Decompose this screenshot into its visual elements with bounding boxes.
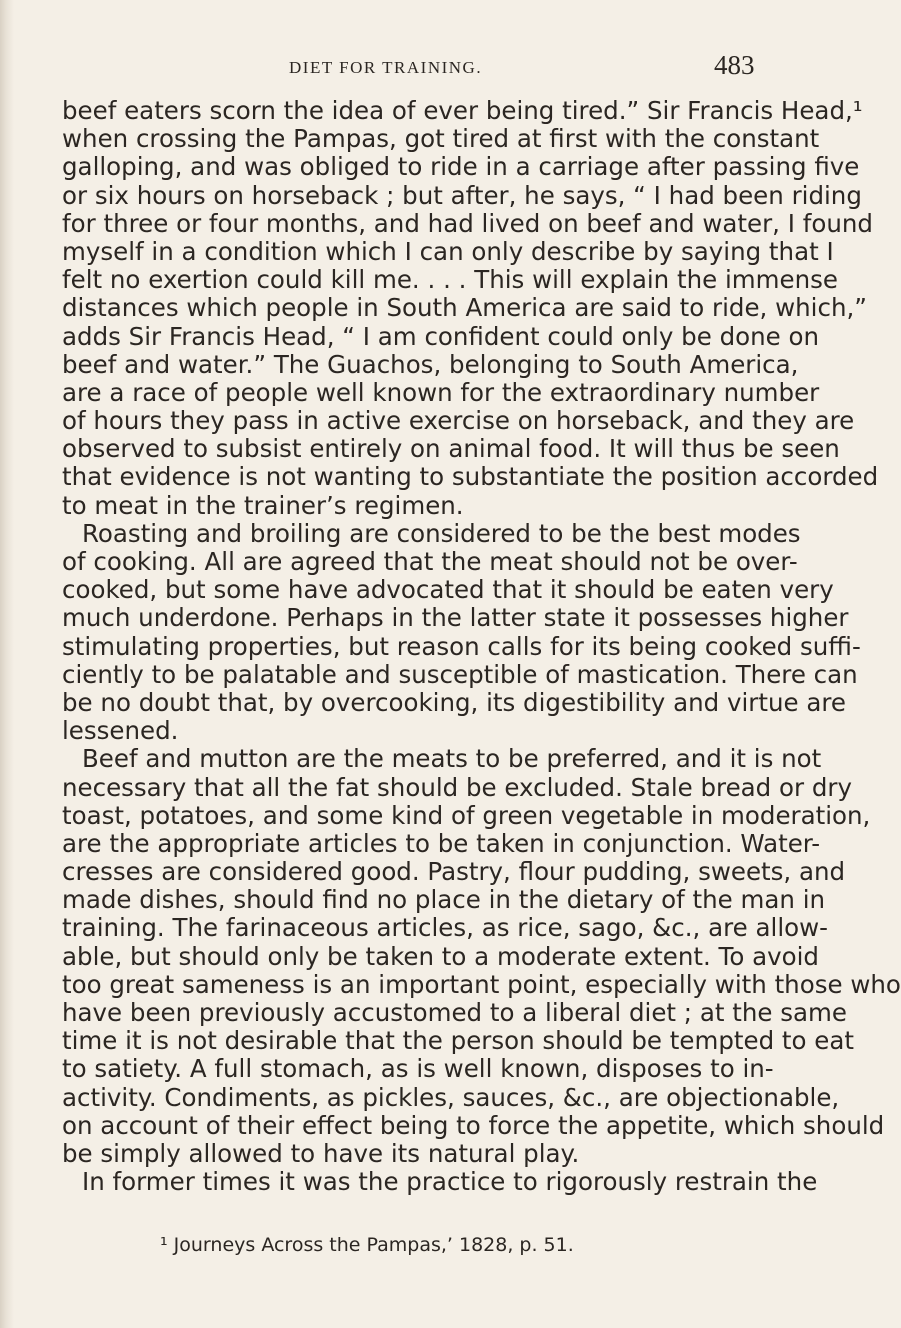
text-line: that evidence is not wanting to substantiate the position accorded (62, 462, 879, 492)
text-line: when crossing the Pampas, got tired at first with the constant (62, 124, 820, 154)
text-line: lessened. (62, 716, 179, 746)
text-line: observed to subsist entirely on animal food. It will thus be seen (62, 434, 840, 464)
text-line: necessary that all the fat should be excluded. Stale bread or dry (62, 772, 852, 802)
paragraph (62, 744, 901, 1168)
text-line: to meat in the trainer’s regimen. (62, 490, 464, 520)
text-line: have been previously accustomed to a liberal diet ; at the same (62, 998, 847, 1027)
text-line: able, but should only be taken to a moderate extent. To avoid (62, 941, 819, 971)
text-line: cooked, but some have advocated that it should be eaten very (62, 575, 834, 605)
text-line: or six hours on horseback ; but after, he says, “ I had been riding (62, 180, 862, 210)
text-line: ciently to be palatable and susceptible of mastication. There can (62, 659, 858, 689)
text-line: felt no exertion could kill me. . . . This will explain the immense (62, 265, 838, 295)
text-line: are a race of people well known for the extraordinary number (62, 377, 820, 407)
text-line: activity. Condiments, as pickles, sauces, &c., are objectionable, (62, 1082, 840, 1112)
text-line: training. The farinaceous articles, as rice, sago, &c., are allow- (62, 913, 829, 943)
text-line: beef eaters scorn the idea of ever being tired.” Sir Francis Head,¹ (62, 96, 863, 125)
text-line: time it is not desirable that the person should be tempted to eat (62, 1026, 854, 1056)
text-line: made dishes, should find no place in the dietary of the man in (62, 885, 826, 915)
paragraph (62, 518, 861, 746)
text-line: of hours they pass in active exercise on horseback, and they are (62, 406, 855, 436)
text-line: much underdone. Perhaps in the latter state it possesses higher (62, 603, 849, 633)
text-line: In former times it was the practice to rigorously restrain the (82, 1167, 818, 1197)
text-line: adds Sir Francis Head, “ I am confident could only be done on (62, 321, 820, 351)
text-line: toast, potatoes, and some kind of green vegetable in moderation, (62, 800, 871, 830)
text-line: for three or four months, and had lived on beef and water, I found (62, 208, 873, 238)
text-line: are the appropriate articles to be taken in conjunction. Water- (62, 828, 821, 858)
text-line: be simply allowed to have its natural play. (62, 1138, 580, 1168)
text-line: galloping, and was obliged to ride in a carriage after passing five (62, 152, 860, 182)
body-text (62, 96, 901, 1197)
text-line: to satiety. A full stomach, as is well known, disposes to in- (62, 1054, 774, 1084)
page-gutter-shadow (0, 0, 14, 1328)
text-line: stimulating properties, but reason calls for its being cooked suffi- (62, 631, 861, 661)
text-line: Beef and mutton are the meats to be preferred, and it is not (82, 744, 822, 774)
running-title: DIET FOR TRAINING. (289, 58, 483, 77)
paragraph (62, 1167, 818, 1197)
text-line: cresses are considered good. Pastry, flour pudding, sweets, and (62, 857, 846, 887)
text-line: be no doubt that, by overcooking, its digestibility and virtue are (62, 687, 846, 717)
page-header (0, 48, 800, 88)
text-line: Roasting and broiling are considered to be the best modes (82, 518, 801, 548)
text-line: of cooking. All are agreed that the meat should not be over- (62, 547, 798, 576)
footnote: ¹ Journeys Across the Pampas,’ 1828, p. 51. (160, 1234, 574, 1256)
page-number: 483 (714, 50, 755, 80)
text-line: on account of their effect being to force the appetite, which should (62, 1110, 885, 1140)
text-line: too great sameness is an important point, especially with those who (62, 969, 901, 999)
text-line: myself in a condition which I can only describe by saying that I (62, 236, 834, 266)
paragraph (62, 96, 879, 520)
text-line: beef and water.” The Guachos, belonging to South America, (62, 349, 799, 379)
text-line: distances which people in South America are said to ride, which,” (62, 293, 867, 323)
